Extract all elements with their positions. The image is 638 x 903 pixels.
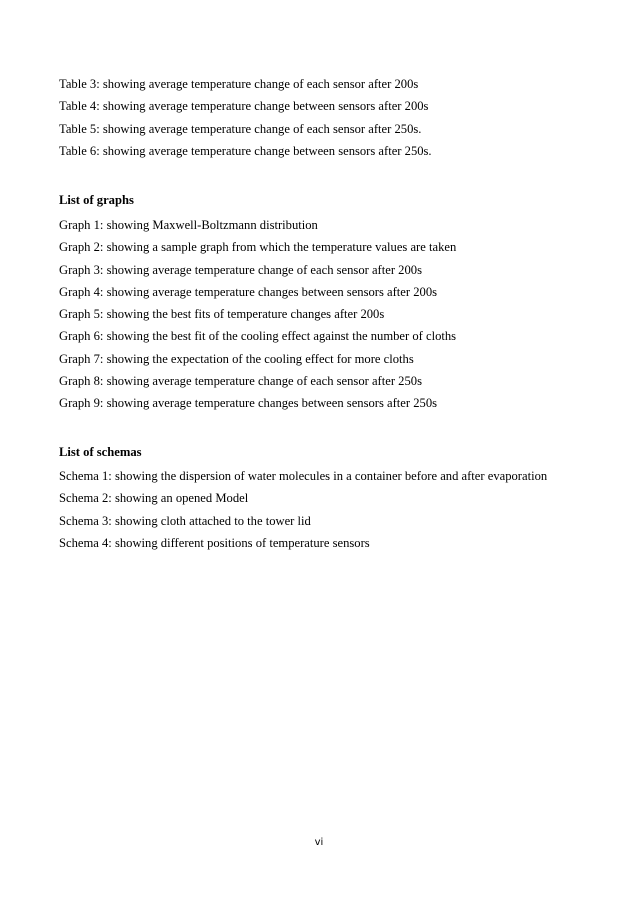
list-item-schema-4: Schema 4: showing different positions of temperature sensors	[59, 535, 370, 550]
list-item-graph-8: Graph 8: showing average temperature change of each sensor after 250s	[59, 374, 422, 389]
list-item-table-5: Table 5: showing average temperature change of each sensor after 250s.	[59, 121, 422, 136]
list-item-table-4: Table 4: showing average temperature change between sensors after 200s	[59, 99, 429, 114]
list-item-table-3: Table 3: showing average temperature change of each sensor after 200s	[59, 77, 419, 91]
list-item-graph-6: Graph 6: showing the best fit of the cooling effect against the number of cloths	[59, 329, 457, 344]
graphs-section-heading: List of graphs	[59, 193, 134, 207]
list-of-schemas	[59, 465, 619, 554]
list-item-schema-3: Schema 3: showing cloth attached to the tower lid	[59, 513, 311, 528]
list-of-graphs	[59, 214, 619, 415]
list-item-graph-4: Graph 4: showing average temperature changes between sensors after 200s	[59, 284, 438, 299]
list-item-graph-1: Graph 1: showing Maxwell-Boltzmann distribution	[59, 218, 318, 232]
list-item-table-6: Table 6: showing average temperature change between sensors after 250s.	[59, 143, 432, 158]
list-item-graph-5: Graph 5: showing the best fits of temperature changes after 200s	[59, 307, 385, 322]
page-number: vi	[314, 837, 324, 848]
list-item-schema-1: Schema 1: showing the dispersion of water molecules in a container before and after evaporation	[59, 469, 548, 483]
schemas-section-heading: List of schemas	[59, 445, 142, 459]
schemas-section-heading-wrapper	[59, 441, 619, 463]
list-of-tables-continued	[59, 73, 619, 162]
list-item-graph-7: Graph 7: showing the expectation of the cooling effect for more cloths	[59, 351, 414, 366]
list-item-graph-3: Graph 3: showing average temperature change of each sensor after 200s	[59, 262, 422, 277]
graphs-section-heading-wrapper	[59, 189, 619, 211]
list-item-schema-2: Schema 2: showing an opened Model	[59, 491, 249, 506]
list-item-graph-2: Graph 2: showing a sample graph from which the temperature values are taken	[59, 240, 457, 255]
list-item-graph-9: Graph 9: showing average temperature changes between sensors after 250s	[59, 396, 438, 411]
